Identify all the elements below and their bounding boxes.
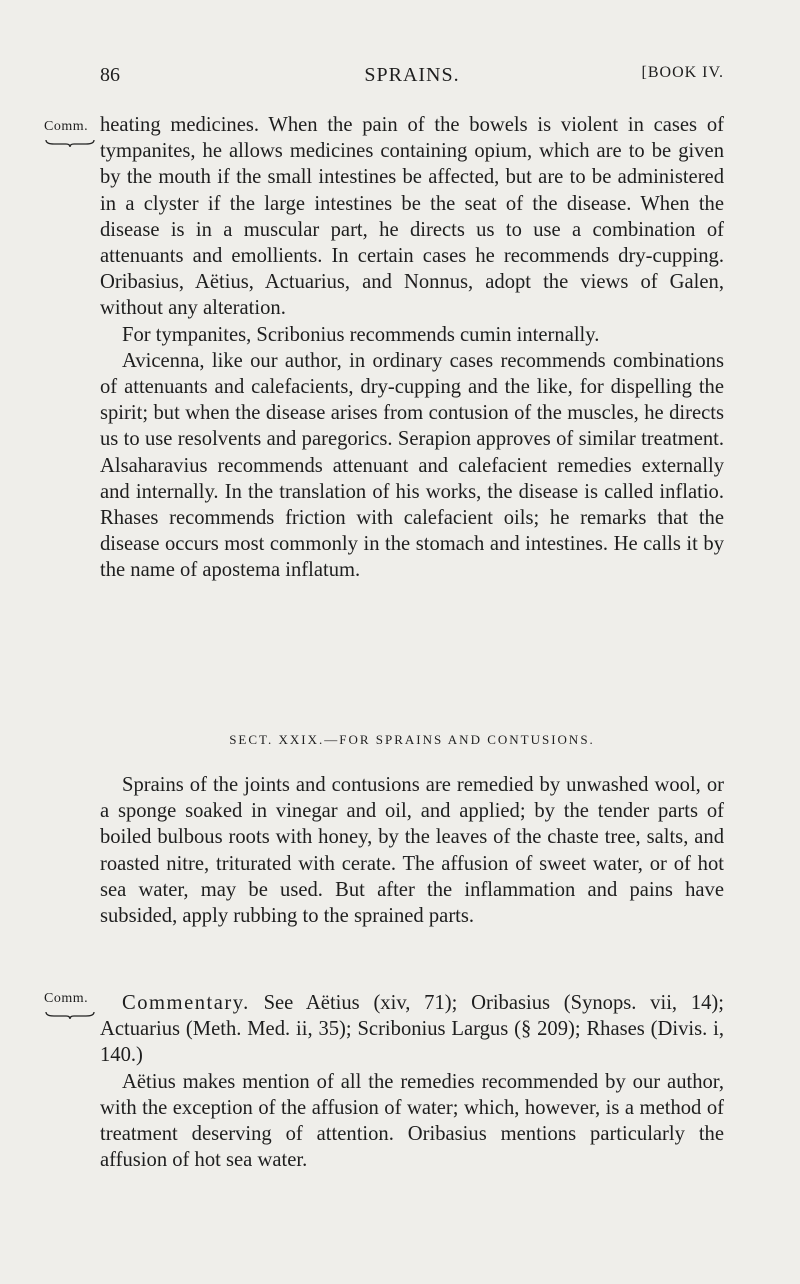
- brace-icon: [44, 138, 96, 148]
- margin-note-comm: [44, 119, 96, 148]
- section-heading: SECT. XXIX.—FOR SPRAINS AND CONTUSIONS.: [229, 732, 595, 747]
- page-number: 86: [100, 64, 120, 86]
- paragraph: [100, 990, 724, 1069]
- book-label: [BOOK IV.: [641, 64, 724, 81]
- commentary-label: Commentary.: [122, 992, 250, 1014]
- running-head: [100, 64, 724, 94]
- commentary-continuation: [100, 112, 724, 584]
- margin-note-label: Comm.: [44, 119, 89, 134]
- commentary-references: See Aëtius (xiv, 71); Oribasius (Synops. vii, 14); Actuarius (Meth. Med. ii, 35); Scribonius Largus (§ 209); Rhases (Divis. i, 140.): [100, 992, 724, 1067]
- commentary-body: [100, 990, 724, 1173]
- brace-icon: [44, 1010, 96, 1020]
- paragraph: Sprains of the joints and contusions are remedied by unwashed wool, or a sponge soaked in vinegar and oil, and applied; by the tender parts of boiled bulbous roots with honey, by the leaves of the chaste tree, salts, and roasted nitre, triturated with cerate. The affusion of sweet water, or of hot sea water, may be used. But after the inflammation and pains have subsided, apply rubbing to the sprained parts.: [100, 774, 724, 928]
- paragraph: For tympanites, Scribonius recommends cumin internally.: [122, 323, 600, 346]
- paragraph: Aëtius makes mention of all the remedies recommended by our author, with the exception of the affusion of water; which, however, is a method of treatment deserving of attention. Oribasius mentions particularly the affusion of hot sea water.: [100, 1070, 724, 1172]
- paragraph: heating medicines. When the pain of the bowels is violent in cases of tympanites, he allows medicines containing opium, which are to be given by the mouth if the small intestines be affected, but are to be administered in a clyster if the large intestines be the seat of the disease. When the disease is in a muscular part, he directs us to use a combination of attenuants and emollients. In certain cases he recommends dry-cupping. Oribasius, Aëtius, Actuarius, and Nonnus, adopt the views of Galen, without any alteration.: [100, 114, 724, 320]
- margin-note-label: Comm.: [44, 991, 89, 1006]
- running-title: SPRAINS.: [364, 64, 460, 86]
- paragraph: Avicenna, like our author, in ordinary cases recommends combinations of attenuants and calefacients, dry-cupping and the like, for dispelling the spirit; but when the disease arises from contusion of the muscles, he directs us to use resolvents and paregorics. Serapion approves of similar treatment. Alsaharavius recommends attenuant and calefacient remedies externally and internally. In the translation of his works, the disease is called inflatio. Rhases recommends friction with calefacient oils; he remarks that the disease occurs most commonly in the stomach and intestines. He calls it by the name of apostema inflatum.: [100, 349, 724, 582]
- margin-note-comm: [44, 991, 96, 1020]
- section-body: [100, 772, 724, 929]
